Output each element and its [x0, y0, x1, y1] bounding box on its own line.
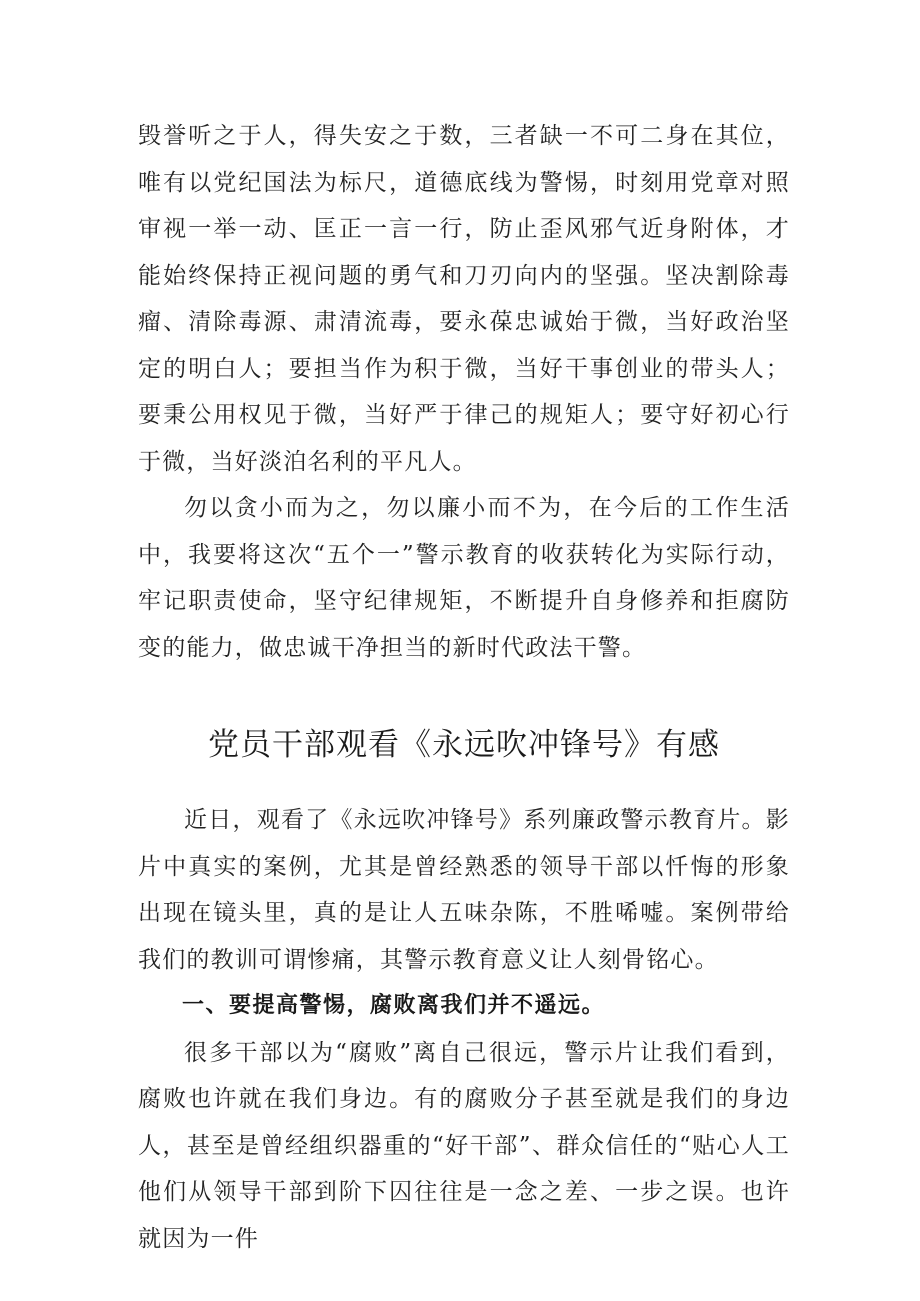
article-title: 党员干部观看《永远吹冲锋号》有感 [208, 727, 720, 763]
paragraph-intro: 近日，观看了《永远吹冲锋号》系列廉政警示教育片。影片中真实的案例，尤其是曾经熟悉的领导干部以忏悔的形象出现在镜头里，真的是让人五味杂陈，不胜唏嘘。案例带给我们的教训可谓惨痛，其警示教育意义让人刻骨铭心。 [138, 807, 790, 973]
section-heading-1: 一、要提高警惕，腐败离我们并不遥远。 [182, 993, 606, 1018]
paragraph-continued: 毁誉听之于人，得失安之于数，三者缺一不可二身在其位，唯有以党纪国法为标尺，道德底线为警惕，时刻用党章对照审视一举一动、匡正一言一行，防止歪风邪气近身附体，才能始终保持正视问题的勇气和刀刃向内的坚强。坚决割除毒瘤、清除毒源、肃清流毒，要永葆忠诚始于微，当好政治坚定的明白人；要担当作为积于微，当好干事创业的带头人；要秉公用权见于微，当好严于律己的规矩人；要守好初心行于微，当好淡泊名利的平凡人。 [138, 123, 790, 475]
document-body [138, 113, 790, 1262]
paragraph-conclusion: 勿以贪小而为之，勿以廉小而不为，在今后的工作生活中，我要将这次“五个一”警示教育的收获转化为实际行动，牢记职责使命，坚守纪律规矩，不断提升自身修养和拒腐防变的能力，做忠诚干净担当的新时代政法干警。 [138, 495, 790, 661]
paragraph-section-1: 很多干部以为“腐败”离自己很远，警示片让我们看到，腐败也许就在我们身边。有的腐败分子甚至就是我们的身边人，甚至是曾经组织器重的“好干部”、群众信任的“贴心人工他们从领导干部到阶下囚往往是一念之差、一步之误。也许就因为一件 [138, 1039, 790, 1252]
